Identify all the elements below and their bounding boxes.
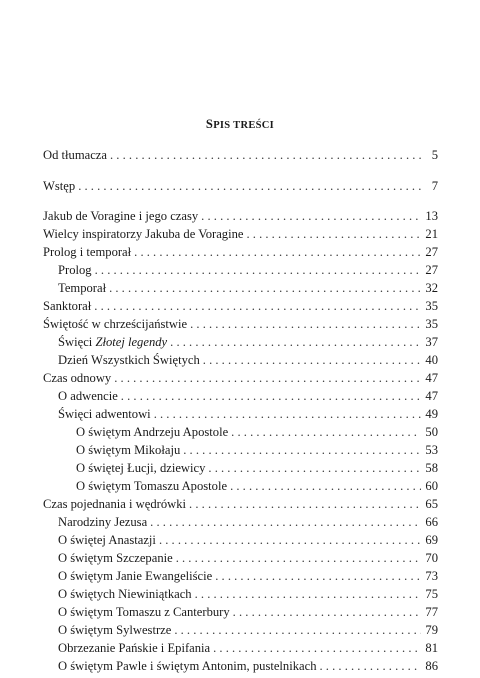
toc-entry-label — [58, 639, 210, 657]
toc-entry-page-number: 47 — [425, 389, 438, 403]
toc-entry-page-number: 49 — [425, 407, 438, 421]
toc-entry-label — [58, 333, 167, 351]
toc-entry-page-number: 35 — [425, 317, 438, 331]
toc-entry-label-text: O adwencie — [58, 389, 118, 403]
toc-entry[interactable] — [43, 225, 438, 243]
toc-entry-label — [58, 549, 173, 567]
toc-entry[interactable] — [43, 621, 438, 639]
toc-entry-label — [76, 477, 227, 495]
toc-entry[interactable] — [43, 459, 438, 477]
toc-entry[interactable] — [43, 243, 438, 261]
toc-entry-label — [43, 146, 107, 164]
toc-entry-label-text: Sanktorał — [43, 299, 92, 313]
toc-entry-label — [43, 177, 75, 195]
toc-entry-label — [76, 459, 205, 477]
dot-leader — [109, 279, 421, 297]
toc-entry-label-text: Obrzezanie Pańskie i Epifania — [58, 641, 211, 655]
toc-entry-label-text: Jakub de Voragine i jego czasy — [43, 209, 199, 223]
toc-entry-label-text: O świętym Mikołaju — [76, 443, 181, 457]
toc-entry-label-text: O świętym Andrzeju Apostole — [76, 425, 229, 439]
toc-entry-label-text: O świętym Sylwestrze — [58, 623, 172, 637]
dot-leader — [95, 261, 421, 279]
toc-entry-page-number: 81 — [425, 641, 438, 655]
toc-entry[interactable] — [43, 315, 438, 333]
toc-entry-label-text: Od tłumacza — [43, 148, 107, 162]
toc-entry-page-number: 65 — [425, 497, 438, 511]
toc-entry-page-number: 77 — [425, 605, 438, 619]
dot-leader — [176, 549, 421, 567]
dot-leader — [215, 567, 421, 585]
toc-entry-label — [58, 603, 230, 621]
dot-leader — [78, 177, 421, 195]
toc-entry-page-number: 70 — [425, 551, 438, 565]
toc-entry-label-text: O świętej Anastazji — [58, 533, 156, 547]
toc-entry-label-text: Czas odnowy — [43, 371, 112, 385]
toc-entry[interactable] — [43, 351, 438, 369]
dot-leader — [190, 315, 421, 333]
dot-leader — [201, 207, 421, 225]
toc-entry-label — [58, 621, 171, 639]
toc-entry-page-number: 32 — [425, 281, 438, 295]
toc-group — [43, 146, 438, 164]
dot-leader — [246, 225, 421, 243]
toc-entry-page-number: 50 — [425, 425, 438, 439]
toc-entry[interactable] — [43, 369, 438, 387]
page-title-initial: S — [205, 117, 214, 131]
dot-leader — [233, 603, 421, 621]
dot-leader — [134, 243, 421, 261]
toc-entry-label-text: Wielcy inspiratorzy Jakuba de Voragine — [43, 227, 244, 241]
toc-entry-label — [58, 513, 147, 531]
toc-entry-page-number: 27 — [425, 263, 438, 277]
toc-entry-page-number: 21 — [425, 227, 438, 241]
toc-entry-label — [43, 495, 186, 513]
dot-leader — [230, 477, 421, 495]
dot-leader — [320, 657, 422, 675]
toc-entry-label-text: Czas pojednania i wędrówki — [43, 497, 187, 511]
toc-group — [43, 177, 438, 195]
toc-entry-label-text: Prolog — [58, 263, 92, 277]
toc-entry[interactable] — [43, 657, 438, 675]
toc-entry-label — [58, 657, 317, 675]
dot-leader — [121, 387, 421, 405]
toc-entry[interactable] — [43, 603, 438, 621]
toc-entry[interactable] — [43, 177, 438, 195]
toc-entry[interactable] — [43, 333, 438, 351]
toc-entry-page-number: 7 — [431, 179, 438, 193]
toc-entry[interactable] — [43, 405, 438, 423]
toc-entry-label-text: O świętych Niewiniątkach — [58, 587, 192, 601]
toc-entry-page-number: 53 — [425, 443, 438, 457]
toc-entry[interactable] — [43, 549, 438, 567]
toc-entry-page-number: 79 — [425, 623, 438, 637]
toc-entry-page-number: 58 — [425, 461, 438, 475]
dot-leader — [114, 369, 421, 387]
toc-entry[interactable] — [43, 146, 438, 164]
dot-leader — [150, 513, 421, 531]
toc-entry[interactable] — [43, 423, 438, 441]
toc-entry-page-number: 40 — [425, 353, 438, 367]
toc-group — [43, 207, 438, 675]
toc-entry-label — [43, 369, 111, 387]
dot-leader — [231, 423, 421, 441]
toc-entry[interactable] — [43, 477, 438, 495]
toc-entry-page-number: 47 — [425, 371, 438, 385]
toc-entry-label — [76, 441, 180, 459]
toc-entry-label-italic: Złotej legendy — [95, 335, 168, 349]
toc-entry[interactable] — [43, 639, 438, 657]
toc-entry[interactable] — [43, 513, 438, 531]
toc-entry[interactable] — [43, 387, 438, 405]
toc-entry-label-text: Temporał — [58, 281, 107, 295]
toc-entry-label — [43, 315, 187, 333]
toc-entry-label — [43, 243, 131, 261]
dot-leader — [94, 297, 421, 315]
toc-entry-page-number: 5 — [431, 148, 438, 162]
dot-leader — [174, 621, 421, 639]
page-title — [0, 117, 480, 132]
toc-entry-page-number: 86 — [425, 659, 438, 673]
toc-entry-label-text: Wstęp — [43, 179, 76, 193]
toc-entry[interactable] — [43, 279, 438, 297]
toc-entry-label-text: O świętej Łucji, dziewicy — [76, 461, 206, 475]
toc-entry-label — [58, 351, 200, 369]
toc-entry-label-text: Święci — [58, 335, 96, 349]
dot-leader — [110, 146, 421, 164]
toc-entry[interactable] — [43, 495, 438, 513]
toc-entry-label-text: Dzień Wszystkich Świętych — [58, 353, 200, 367]
toc-entry[interactable] — [43, 441, 438, 459]
toc-entry-page-number: 27 — [425, 245, 438, 259]
toc-entry[interactable] — [43, 297, 438, 315]
toc-entry-label-text: O świętym Tomaszu Apostole — [76, 479, 228, 493]
toc-entry[interactable] — [43, 567, 438, 585]
toc-entry-label-text: Świętość w chrześcijaństwie — [43, 317, 188, 331]
dot-leader — [203, 351, 421, 369]
toc-entry[interactable] — [43, 261, 438, 279]
toc-entry-label — [43, 225, 243, 243]
toc-entry-label — [43, 297, 91, 315]
toc-entry-label — [76, 423, 228, 441]
toc-entry-label-text: O świętym Szczepanie — [58, 551, 173, 565]
toc-entry-label — [58, 567, 212, 585]
toc-entry[interactable] — [43, 585, 438, 603]
dot-leader — [159, 531, 421, 549]
toc-entry-page-number: 69 — [425, 533, 438, 547]
page-title-rest: PIS TREŚCI — [213, 120, 275, 131]
toc-entry-label-text: Narodziny Jezusa — [58, 515, 148, 529]
toc-entry-label-text: O świętym Pawle i świętym Antonim, pustelnikach — [58, 659, 317, 673]
dot-leader — [154, 405, 421, 423]
toc-entry-label — [58, 585, 192, 603]
dot-leader — [208, 459, 421, 477]
dot-leader — [189, 495, 421, 513]
toc-entry-page-number: 37 — [425, 335, 438, 349]
toc-entry-label-text: Święci adwentowi — [58, 407, 151, 421]
toc-entry-label-text: O świętym Tomaszu z Canterbury — [58, 605, 230, 619]
dot-leader — [195, 585, 421, 603]
toc-entry-label — [58, 531, 156, 549]
toc-entry-label — [58, 387, 118, 405]
toc-entry-page-number: 73 — [425, 569, 438, 583]
toc-entry-page-number: 35 — [425, 299, 438, 313]
dot-leader — [170, 333, 421, 351]
dot-leader — [213, 639, 421, 657]
toc-entry-label — [58, 405, 151, 423]
toc-entry-label-text: Prolog i temporał — [43, 245, 132, 259]
toc-entry-page-number: 60 — [425, 479, 438, 493]
toc-entry[interactable] — [43, 207, 438, 225]
toc-entry-label — [58, 279, 106, 297]
toc-entry-label — [43, 207, 198, 225]
toc-entry-label — [58, 261, 92, 279]
toc-entry-page-number: 66 — [425, 515, 438, 529]
toc-entry-page-number: 13 — [425, 209, 438, 223]
dot-leader — [183, 441, 421, 459]
toc-entry-label-text: O świętym Janie Ewangeliście — [58, 569, 213, 583]
toc-entry-page-number: 75 — [425, 587, 438, 601]
toc-entry[interactable] — [43, 531, 438, 549]
